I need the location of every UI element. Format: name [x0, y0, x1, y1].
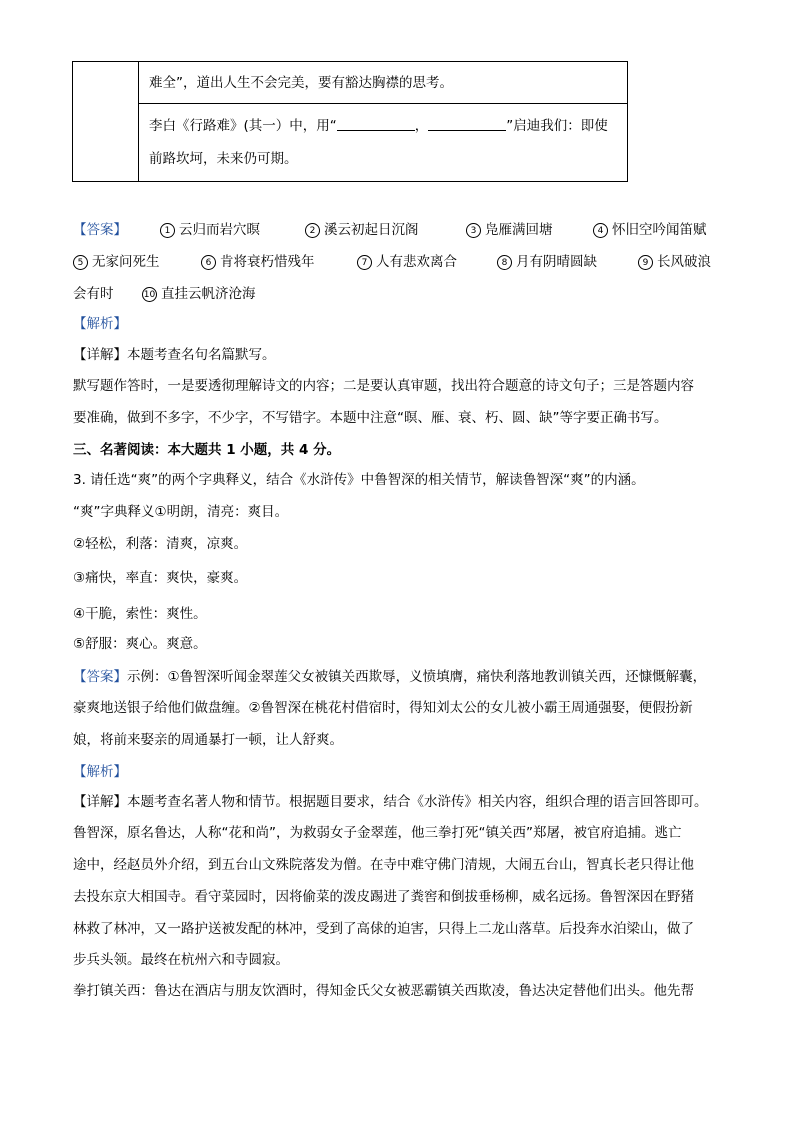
definition-line: ②轻松，利落：清爽，凉爽。 [73, 536, 248, 552]
question-text: 3. 请任选“爽”的两个字典释义，结合《水浒传》中鲁智深的相关情节，解读鲁智深“爽”的内涵。 [73, 472, 645, 488]
analysis-paragraph: 去投东京大相国寺。看守菜园时，因将偷菜的泼皮踢进了粪窖和倒拔垂杨柳，威名远扬。鲁智深因在野猪 [73, 889, 694, 905]
table-row [139, 104, 627, 181]
analysis-paragraph: 要准确，做到不多字，不少字，不写错字。本题中注意“暝、雁、衰、朽、圆、缺”等字要正确书写。 [73, 410, 668, 426]
answer-item: 2 溪云初起日沉阁 [305, 220, 419, 240]
answer-item: 6 肯将衰朽惜残年 [201, 252, 315, 272]
section-heading: 三、名著阅读：本大题共 1 小题，共 4 分。 [73, 442, 341, 458]
answer-paragraph: 豪爽地送银子给他们做盘缠。②鲁智深在桃花村借宿时，得知刘太公的女儿被小霸王周通强娶，便假扮新 [73, 700, 693, 716]
definition-line: ③痛快，率直：爽快，豪爽。 [73, 570, 248, 586]
definition-line: ④干脆，索性：爽性。 [73, 606, 207, 622]
table-row-text: 难全”，道出人生不会完美，要有豁达胸襟的思考。 [149, 75, 453, 91]
table-row-text: 前路坎坷，未来仍可期。 [149, 151, 298, 167]
analysis-paragraph: 步兵头领。最终在杭州六和寺圆寂。 [73, 952, 289, 968]
analysis-tag: 【解析】 [73, 316, 127, 332]
answer-item: 4 怀旧空吟闻笛赋 [593, 220, 707, 240]
analysis-paragraph: 林救了林冲，又一路护送被发配的林冲，受到了高俅的迫害，只得上二龙山落草。后投奔水泊梁山，做了 [73, 921, 694, 937]
answer-blank [337, 117, 415, 131]
definition-line: “爽”字典释义①明朗，清亮：爽目。 [73, 504, 289, 520]
answer-blank [428, 117, 506, 131]
answer-paragraph: 娘，将前来娶亲的周通暴打一顿，让人舒爽。 [73, 732, 343, 748]
table-label-cell [73, 62, 139, 181]
answer-wrap-text: 会有时 [73, 286, 114, 302]
analysis-tag: 【解析】 [73, 764, 127, 780]
fill-in-table [72, 61, 628, 182]
analysis-paragraph: 默写题作答时，一是要透彻理解诗文的内容；二是要认真审题，找出符合题意的诗文句子；三是答题内容 [73, 378, 694, 394]
analysis-detail: 【详解】本题考查名句名篇默写。 [73, 347, 276, 363]
answer-item: 8 月有阴晴圆缺 [497, 252, 597, 272]
definition-line: ⑤舒服：爽心。爽意。 [73, 636, 207, 652]
answer-item: 1 云归而岩穴暝 [160, 220, 260, 240]
answer-paragraph: 【答案】示例：①鲁智深听闻金翠莲父女被镇关西欺辱，义愤填膺，痛快利落地教训镇关西，还慷慨解囊， [73, 669, 707, 685]
analysis-paragraph: 拳打镇关西：鲁达在酒店与朋友饮酒时，得知金氏父女被恶霸镇关西欺凌，鲁达决定替他们出头。他先帮 [73, 983, 694, 999]
table-row [139, 62, 627, 104]
answer-tag: 【答案】 [73, 222, 127, 238]
answer-item: 3 凫雁满回塘 [466, 220, 553, 240]
analysis-paragraph: 【详解】本题考查名著人物和情节。根据题目要求，结合《水浒传》相关内容，组织合理的语言回答即可。 [73, 794, 708, 810]
analysis-paragraph: 鲁智深，原名鲁达，人称“花和尚”，为救弱女子金翠莲，他三拳打死“镇关西”郑屠，被官府追捕。逃亡 [73, 825, 682, 841]
table-row-text: 李白《行路难》(其一）中，用“ ， ”启迪我们：即使 [149, 118, 608, 134]
answer-tag: 【答案】 [73, 669, 127, 685]
answer-item: 10 直挂云帆济沧海 [143, 286, 256, 302]
answer-item: 7 人有悲欢离合 [357, 252, 457, 272]
answer-item: 5 无家问死生 [73, 252, 160, 272]
answer-item: 9 长风破浪 [638, 252, 711, 272]
analysis-paragraph: 途中，经赵员外介绍，到五台山文殊院落发为僧。在寺中难守佛门清规，大闹五台山，智真长老只得让他 [73, 857, 694, 873]
